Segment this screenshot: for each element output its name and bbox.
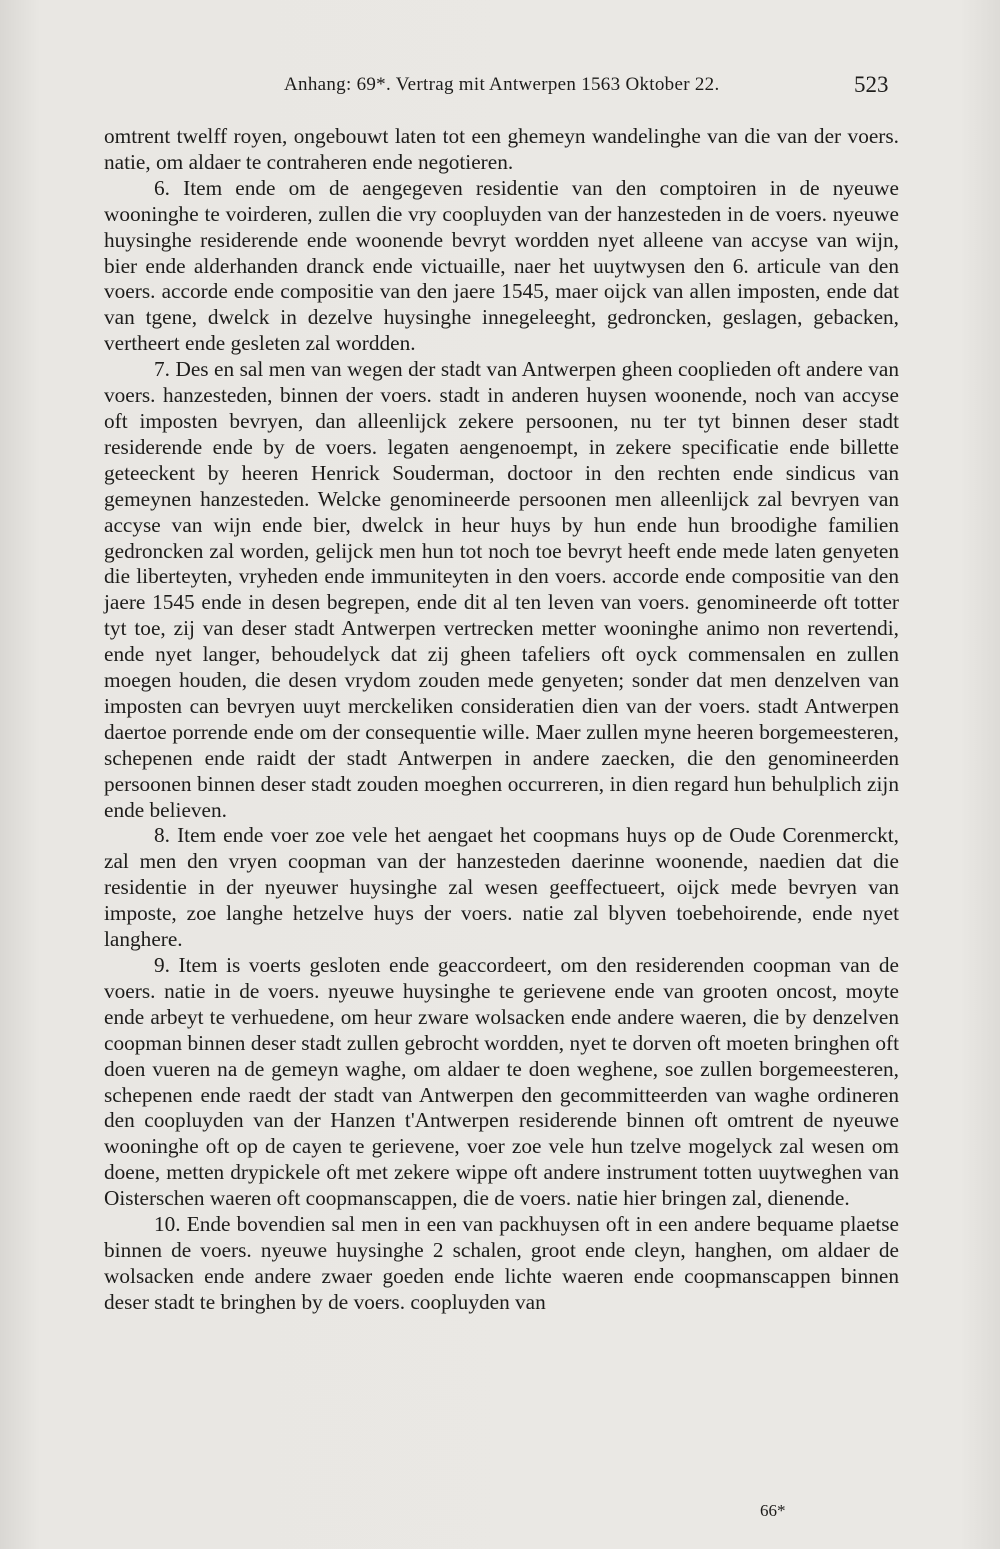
running-head: [0, 74, 1000, 104]
signature-mark: 66*: [760, 1501, 786, 1520]
paragraph-article-7: 7. Des en sal men van wegen der stadt van Antwerpen gheen cooplieden oft andere van voers. hanzesteden, binnen der voers. stadt in anderen huysen woonende, noch van accyse oft imposten bevryen, dan alleenlijck zekere persoonen, nu ter tyt binnen deser stadt residerende ende by de voers. legaten aengenoempt, in zekere specificatie ende billette geteeckent by heeren Henrick Souderman, doctoor in den rechten ende sindicus van gemeynen hanzesteden. Welcke genomineerde persoonen men alleenlijck zal bevryen van accyse van wijn ende bier, dwelck in heur huys by hun ende hun broodighe familien gedroncken zal worden, gelijck men hun tot noch toe bevryt heeft ende mede laten genyeten die liberteyten, vryheden ende immuniteyten in den voers. accorde ende compositie van den jaere 1545 ende in desen begrepen, ende dit al ten leven van voers. genomineerde oft totter tyt toe, zij van deser stadt Antwerpen vertrecken metter wooninghe animo non revertendi, ende nyet langer, behoudelyck dat zij gheen tafeliers oft oyck commensalen en zullen moegen houden, die desen vrydom zouden mede genyeten; sonder dat men denzelven van imposten can bevryen uuyt merckeliken consideratien dien van der voers. stadt Antwerpen daertoe porrende ende om der consequentie wille. Maer zullen myne heeren borgemeesteren, schepenen ende raidt der stadt Antwerpen in andere zaecken, die den genomineerden persoonen binnen deser stadt zouden moeghen occurreren, in dien regard hun behulplich zijn ende believen.: [104, 357, 899, 822]
page-number: 523: [854, 72, 889, 97]
running-title: Anhang: 69*. Vertrag mit Antwerpen 1563 Oktober 22.: [284, 74, 720, 95]
paragraph-continuation: omtrent twelff royen, ongebouwt laten tot een ghemeyn wandelinghe van die van der voers. natie, om aldaer te contraheren ende negotieren.: [104, 124, 899, 174]
paragraph-article-6: 6. Item ende om de aengegeven residentie van den comptoiren in de nyeuwe wooninghe te voirderen, zullen die vry coopluyden van der hanzesteden in de voers. nyeuwe huysinghe residerende ende woonende bevryt wordden nyet alleene van accyse van wijn, bier ende alderhanden dranck ende victuaille, naer het uuytwysen den 6. articule van den voers. accorde ende compositie van den jaere 1545, maer oijck van allen imposten, ende dat van tgene, dwelck in dezelve huysinghe innegeleeght, gedroncken, geslagen, gebacken, vertheert ende gesleten zal wordden.: [104, 175, 899, 356]
paragraph-article-8: 8. Item ende voer zoe vele het aengaet het coopmans huys op de Oude Corenmerckt, zal men den vryen coopman van der hanzesteden daerinne woonende, naedien dat die residentie in der nyeuwer huysinghe zal wesen geeffectueert, oijck mede bevryen van imposte, zoe langhe hetzelve huys der voers. natie zal blyven toebehoirende, ende nyet langhere.: [104, 823, 899, 952]
body-text: [104, 124, 899, 1316]
paragraph-article-10: 10. Ende bovendien sal men in een van packhuysen oft in een andere bequame plaetse binnen de voers. nyeuwe huysinghe 2 schalen, groot ende cleyn, hanghen, om aldaer de wolsacken ende andere zwaer goeden ende lichte waeren ende coopmanscappen binnen deser stadt te bringhen by de voers. coopluyden van: [104, 1212, 899, 1314]
paragraph-article-9: 9. Item is voerts gesloten ende geaccordeert, om den residerenden coopman van de voers. natie in de voers. nyeuwe huysinghe te gerievene ende van grooten oncost, moyte ende arbeyt te verhuedene, om heur zware wolsacken ende andere waeren, die by denzelven coopman binnen deser stadt zullen gebrocht wordden, nyet te dorven oft moeten bringhen oft doen vueren na de gemeyn waghe, om aldaer te doen weghene, soe zullen borgemeesteren, schepenen ende raedt der stadt van Antwerpen den gecommitteerden van waghe ordineren den coopluyden van der Hanzen t'Antwerpen residerende binnen oft omtrent de nyeuwe wooninghe oft op de cayen te gerievene, voer zoe vele hun tzelve mogelyck zal wesen om doene, metten drypickele oft met zekere wippe oft andere instrument totten uuytweghen van Oisterschen waeren oft coopmanscappen, die de voers. natie hier bringen zal, dienende.: [104, 953, 899, 1211]
